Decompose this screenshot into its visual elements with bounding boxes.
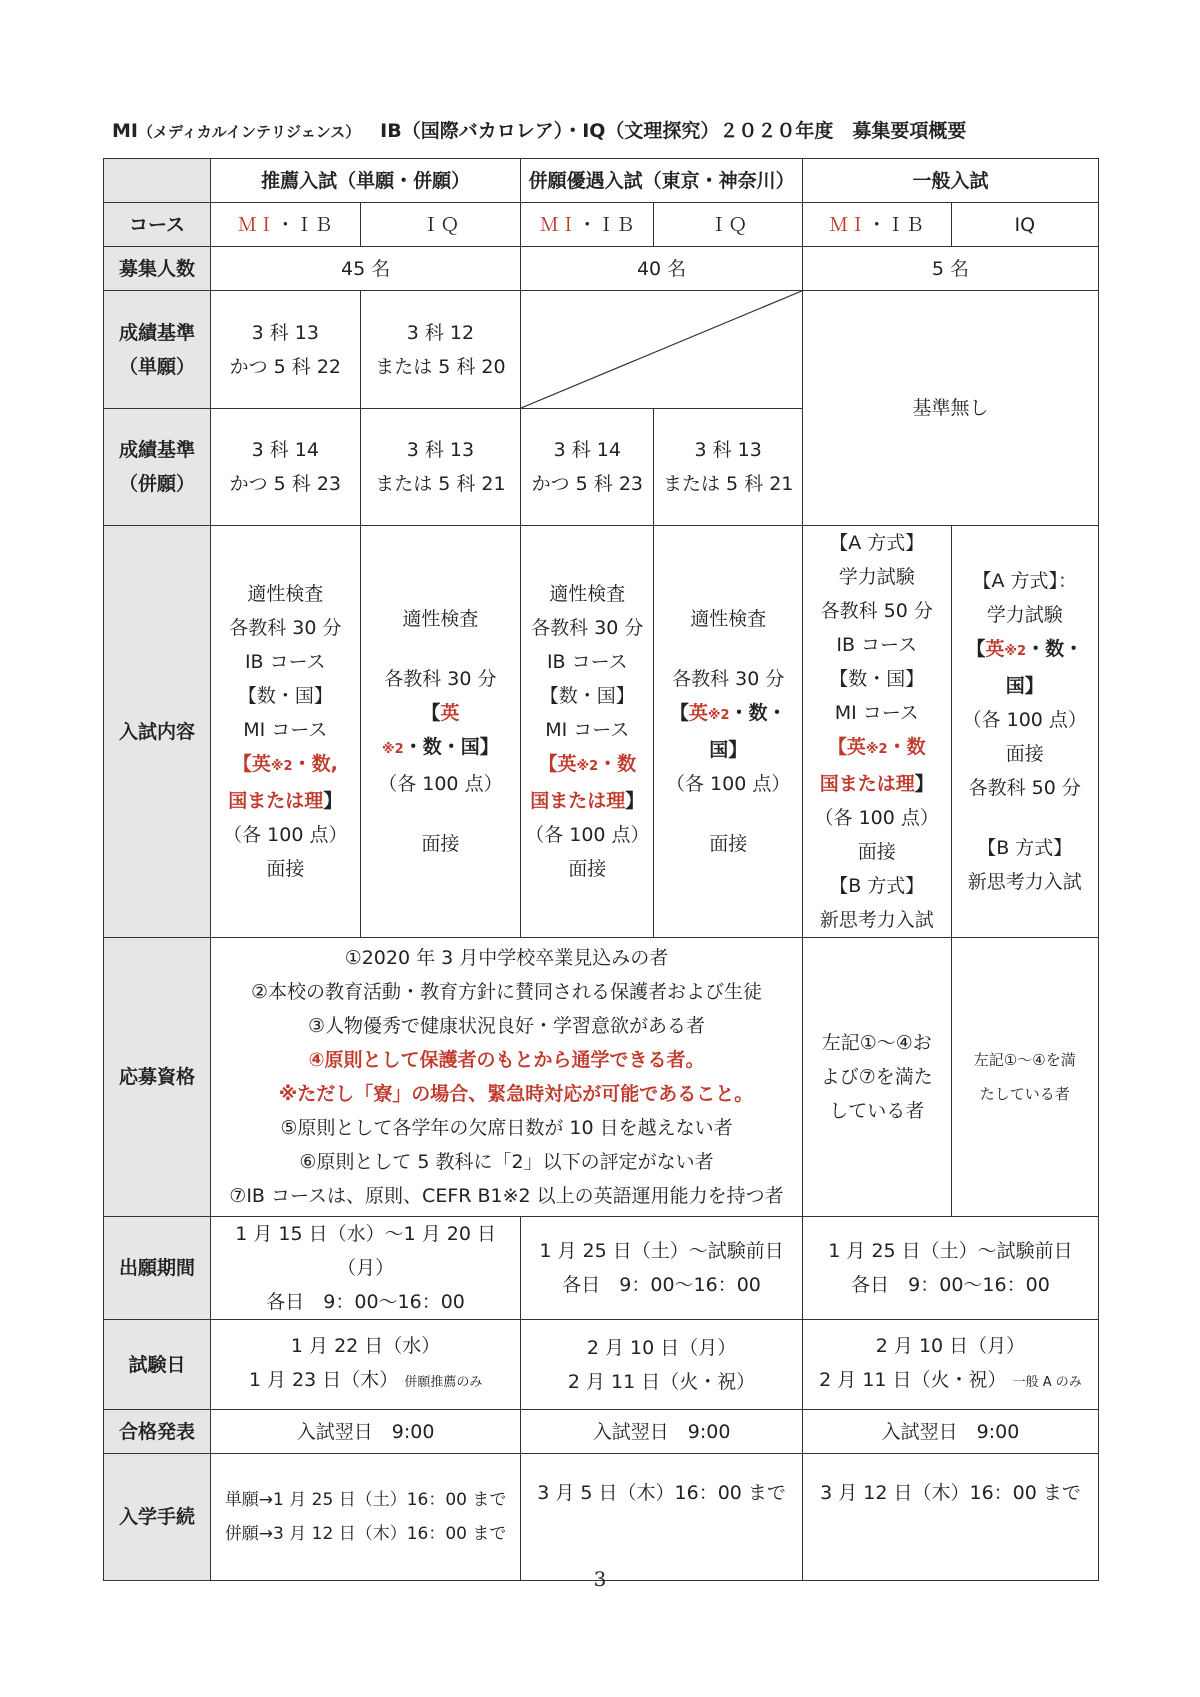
bracket-text: 】	[323, 790, 343, 812]
day-line	[807, 1363, 1094, 1400]
grade-single-label-1: 成績基準	[119, 321, 196, 344]
grade-line: 3 科 13	[251, 321, 319, 344]
exam-line: 【B 方式】	[977, 837, 1073, 859]
course-row	[104, 203, 1099, 247]
exam-line: IB コース	[546, 651, 628, 673]
red-text: 英	[440, 702, 460, 724]
exam-line: 各教科 30 分	[229, 617, 342, 639]
day-note: 併願推薦のみ	[404, 1375, 483, 1390]
note-mark: ※2	[576, 759, 599, 774]
capacity-heigan: 40 名	[521, 247, 803, 291]
procedure-ippan: 3 月 12 日（木）16：00 まで	[802, 1454, 1098, 1581]
title-mi: MI	[112, 120, 138, 142]
course-heigan-mi-ib	[521, 203, 654, 247]
eligibility-line: 左記①～④を満	[973, 1051, 1076, 1069]
apply-period-ippan	[802, 1217, 1098, 1320]
exam-line: 各教科 30 分	[672, 668, 785, 690]
apply-period-heigan	[521, 1217, 803, 1320]
result-suisen: 入試翌日 9:00	[211, 1410, 521, 1454]
corner-cell	[104, 159, 211, 203]
course-suisen-iq: ＩＱ	[360, 203, 521, 247]
eligibility-label: 応募資格	[104, 938, 211, 1217]
exam-line: 新思考力入試	[967, 871, 1082, 893]
exam-line: 面接	[266, 858, 305, 880]
page-title	[112, 116, 966, 143]
note-mark: ※2	[270, 759, 293, 774]
day-note: 一般 A のみ	[1012, 1375, 1082, 1390]
exam-content-row	[104, 526, 1099, 938]
exam-line: 面接	[421, 833, 460, 855]
exam-line: MI コース	[834, 702, 919, 724]
eligibility-item: ⑦IB コースは、原則、CEFR B1※2 以上の英語運用能力を持つ者	[229, 1185, 784, 1207]
exam-line: 面接	[1005, 743, 1044, 765]
exam-line: 学力試験	[986, 604, 1063, 626]
exam-red-line	[807, 730, 947, 767]
course-ib-text: ・ＩＢ	[867, 213, 925, 236]
title-rest: IB（国際バカロレア）・IQ（文理探究）２０２０年度 募集要項概要	[380, 120, 967, 142]
exam-line: 各教科 30 分	[531, 617, 644, 639]
exam-line: （各 100 点）	[378, 773, 503, 795]
day-line: 2 月 11 日（火・祝）	[567, 1370, 756, 1393]
procedure-label: 入学手続	[104, 1454, 211, 1581]
eligibility-item: ①2020 年 3 月中学校卒業見込みの者	[344, 947, 669, 969]
eligibility-item: ③人物優秀で健康状況良好・学習意欲がある者	[307, 1015, 706, 1037]
result-heigan: 入試翌日 9:00	[521, 1410, 803, 1454]
exam-s-iq	[360, 526, 521, 938]
red-text: 英	[985, 638, 1005, 660]
eligibility-item: ②本校の教育活動・教育方針に賛同される保護者および生徒	[250, 981, 763, 1003]
grade-single-iq	[360, 291, 521, 409]
exam-line: MI コース	[243, 719, 328, 741]
grade-multi-h-iq	[654, 409, 803, 526]
exam-line	[365, 696, 517, 767]
bracket-text: 】	[914, 773, 934, 795]
course-ippan-iq: IQ	[951, 203, 1099, 247]
grade-multi-label-1: 成績基準	[119, 439, 196, 461]
apply-period-row	[104, 1217, 1099, 1320]
exam-text: ・数・国】	[1005, 638, 1084, 697]
period-line: 1 月 25 日（土）～試験前日	[539, 1240, 784, 1262]
note-mark: ※2	[382, 742, 404, 757]
eligibility-note: ※ただし「寮」の場合、緊急時対応が可能であること。	[259, 1083, 754, 1105]
red-text: 国または理	[819, 773, 915, 795]
exam-line	[956, 632, 1095, 703]
exam-line: 面接	[568, 858, 607, 880]
grade-single-row	[104, 291, 1099, 409]
exam-h-mi	[521, 526, 654, 938]
course-mi-text: ＭＩ	[829, 213, 868, 236]
exam-line: 【A 方式】	[829, 532, 925, 554]
header-heigan: 併願優遇入試（東京・神奈川）	[521, 159, 803, 203]
procedure-heigan: 3 月 5 日（木）16：00 まで	[521, 1454, 803, 1581]
eligibility-g-mi	[802, 938, 951, 1217]
red-text: ・数	[598, 753, 637, 775]
bracket-text: 【	[421, 702, 441, 724]
eligibility-item: ⑤原則として各学年の欠席日数が 10 日を越えない者	[280, 1117, 733, 1139]
red-text: ・数,	[292, 753, 338, 775]
exam-line: 各教科 50 分	[820, 600, 933, 622]
procedure-line: 単願→1 月 25 日（土）16：00 まで	[224, 1490, 507, 1510]
result-row	[104, 1410, 1099, 1454]
period-line: 各日 9：00～16：00	[851, 1274, 1050, 1296]
exam-line	[658, 696, 798, 767]
grade-multi-h-mi	[521, 409, 654, 526]
header-ippan: 一般入試	[802, 159, 1098, 203]
red-text: 国または理	[228, 790, 324, 812]
eligibility-item: ⑥原則として 5 教科に「2」以下の評定がない者	[299, 1151, 714, 1173]
spacer	[658, 801, 798, 827]
exam-line: 適性検査	[690, 608, 767, 630]
exam-g-iq	[951, 526, 1099, 938]
exam-line: 各教科 50 分	[968, 777, 1081, 799]
exam-s-mi	[211, 526, 361, 938]
grade-line: 3 科 14	[251, 439, 319, 461]
capacity-ippan: 5 名	[802, 247, 1098, 291]
exam-line: （各 100 点）	[666, 773, 791, 795]
exam-label: 入試内容	[104, 526, 211, 938]
grade-multi-label	[104, 409, 211, 526]
exam-line: 面接	[857, 841, 896, 863]
day-text: 1 月 23 日（木）	[248, 1369, 399, 1391]
grade-line: 3 科 12	[406, 321, 475, 344]
course-ib-text: ・ＩＢ	[577, 213, 635, 236]
grade-line: 3 科 13	[694, 439, 762, 461]
period-line: 各日 9：00～16：00	[266, 1291, 465, 1313]
course-heigan-iq: ＩＱ	[654, 203, 803, 247]
eligibility-line: 左記①～④お	[821, 1032, 932, 1054]
day-text: 2 月 11 日（火・祝）	[819, 1369, 1007, 1391]
grade-line: 3 科 14	[553, 439, 621, 461]
course-label: コース	[104, 203, 211, 247]
bracket-text: 【	[669, 702, 689, 724]
note-mark: ※2	[865, 742, 888, 757]
exam-line: （各 100 点）	[962, 709, 1087, 731]
red-text: 【英	[827, 736, 866, 758]
exam-line: 面接	[709, 833, 748, 855]
red-text: 【英	[538, 753, 577, 775]
capacity-label: 募集人数	[104, 247, 211, 291]
day-line: 2 月 10 日（月）	[586, 1336, 737, 1359]
exam-line: 【数・国】	[829, 668, 925, 690]
spacer	[658, 636, 798, 662]
eligibility-line: よび⑦を満た	[820, 1066, 933, 1088]
red-text: 英	[688, 702, 708, 724]
grade-line: または 5 科 21	[663, 473, 794, 495]
day-line: 1 月 22 日（水）	[290, 1335, 441, 1357]
grade-line: かつ 5 科 23	[531, 473, 643, 495]
period-line: 1 月 15 日（水）～1 月 20 日（月）	[235, 1223, 496, 1279]
grade-single-label-2: （単願）	[119, 355, 196, 378]
grade-line: または 5 科 20	[375, 355, 506, 378]
grade-line: 3 科 13	[406, 439, 475, 461]
exam-day-label: 試験日	[104, 1320, 211, 1410]
grade-line: かつ 5 科 22	[229, 355, 342, 378]
apply-period-label: 出願期間	[104, 1217, 211, 1320]
grade-line: かつ 5 科 23	[229, 473, 342, 495]
diagonal-line	[521, 291, 802, 408]
capacity-suisen: 45 名	[211, 247, 521, 291]
exam-line: 適性検査	[402, 608, 479, 630]
exam-line: （各 100 点）	[223, 824, 348, 846]
exam-text: ・数・国】	[709, 702, 787, 761]
grade-single-heigan-na	[521, 291, 803, 409]
header-row	[104, 159, 1099, 203]
exam-day-row	[104, 1320, 1099, 1410]
exam-h-iq	[654, 526, 803, 938]
eligibility-g-iq	[951, 938, 1099, 1217]
exam-g-mi	[802, 526, 951, 938]
exam-day-heigan	[521, 1320, 803, 1410]
result-label: 合格発表	[104, 1410, 211, 1454]
red-text: ・数	[887, 736, 926, 758]
day-line: 2 月 10 日（月）	[875, 1335, 1026, 1357]
exam-day-ippan	[802, 1320, 1098, 1410]
exam-line: 【数・国】	[539, 685, 635, 707]
exam-red-line	[525, 784, 649, 818]
page-number: 3	[593, 1567, 607, 1591]
eligibility-line: している者	[829, 1100, 925, 1122]
period-line: 1 月 25 日（土）～試験前日	[828, 1240, 1073, 1262]
exam-line: 【数・国】	[237, 685, 333, 707]
exam-line: 適性検査	[247, 583, 324, 605]
exam-line: 【B 方式】	[829, 875, 925, 897]
procedure-suisen	[211, 1454, 521, 1581]
grade-line: または 5 科 21	[375, 473, 506, 495]
admission-table	[103, 158, 1099, 1581]
exam-day-suisen	[211, 1320, 521, 1410]
capacity-row	[104, 247, 1099, 291]
day-line	[215, 1363, 516, 1400]
bracket-text: 】	[625, 790, 645, 812]
eligibility-list	[211, 938, 803, 1217]
bracket-text: 【	[966, 638, 986, 660]
note-mark: ※2	[707, 708, 730, 723]
note-mark: ※2	[1004, 644, 1027, 659]
result-ippan: 入試翌日 9:00	[802, 1410, 1098, 1454]
exam-line: 新思考力入試	[819, 909, 934, 931]
grade-multi-s-iq	[360, 409, 521, 526]
grade-single-mi	[211, 291, 361, 409]
red-text: 国または理	[530, 790, 626, 812]
exam-red-line	[807, 767, 947, 801]
exam-red-line	[525, 747, 649, 784]
grade-multi-s-mi	[211, 409, 361, 526]
course-ippan-mi-ib	[802, 203, 951, 247]
eligibility-line: たしている者	[979, 1085, 1070, 1103]
apply-period-suisen	[211, 1217, 521, 1320]
course-mi-text: ＭＩ	[237, 213, 276, 236]
grade-multi-label-2: （併願）	[119, 473, 196, 495]
exam-line: （各 100 点）	[814, 807, 939, 829]
exam-line: IB コース	[836, 634, 918, 656]
exam-line: 学力試験	[838, 566, 915, 588]
grade-ippan: 基準無し	[802, 291, 1098, 526]
exam-line: 各教科 30 分	[384, 668, 497, 690]
spacer	[365, 801, 517, 827]
exam-line: MI コース	[545, 719, 630, 741]
exam-red-line	[215, 747, 356, 784]
exam-line: 適性検査	[549, 583, 626, 605]
title-mi-paren: （メディカルインテリジェンス）	[137, 123, 361, 141]
course-ib-text: ・ＩＢ	[275, 213, 333, 236]
procedure-row	[104, 1454, 1099, 1581]
procedure-line: 併願→3 月 12 日（木）16：00 まで	[224, 1524, 507, 1544]
grade-single-label	[104, 291, 211, 409]
spacer	[365, 636, 517, 662]
eligibility-row	[104, 938, 1099, 1217]
course-suisen-mi-ib	[211, 203, 361, 247]
period-line: 各日 9：00～16：00	[562, 1274, 761, 1296]
exam-line: （各 100 点）	[525, 824, 650, 846]
exam-line: 【A 方式】：	[972, 570, 1078, 592]
exam-red-line	[215, 784, 356, 818]
header-suisen: 推薦入試（単願・併願）	[211, 159, 521, 203]
exam-line: IB コース	[244, 651, 326, 673]
eligibility-item: ④原則として保護者のもとから通学できる者。	[308, 1049, 705, 1071]
red-text: 【英	[232, 753, 271, 775]
exam-text: ・数・国】	[403, 736, 499, 758]
course-mi-text: ＭＩ	[539, 213, 578, 236]
spacer	[956, 805, 1095, 831]
